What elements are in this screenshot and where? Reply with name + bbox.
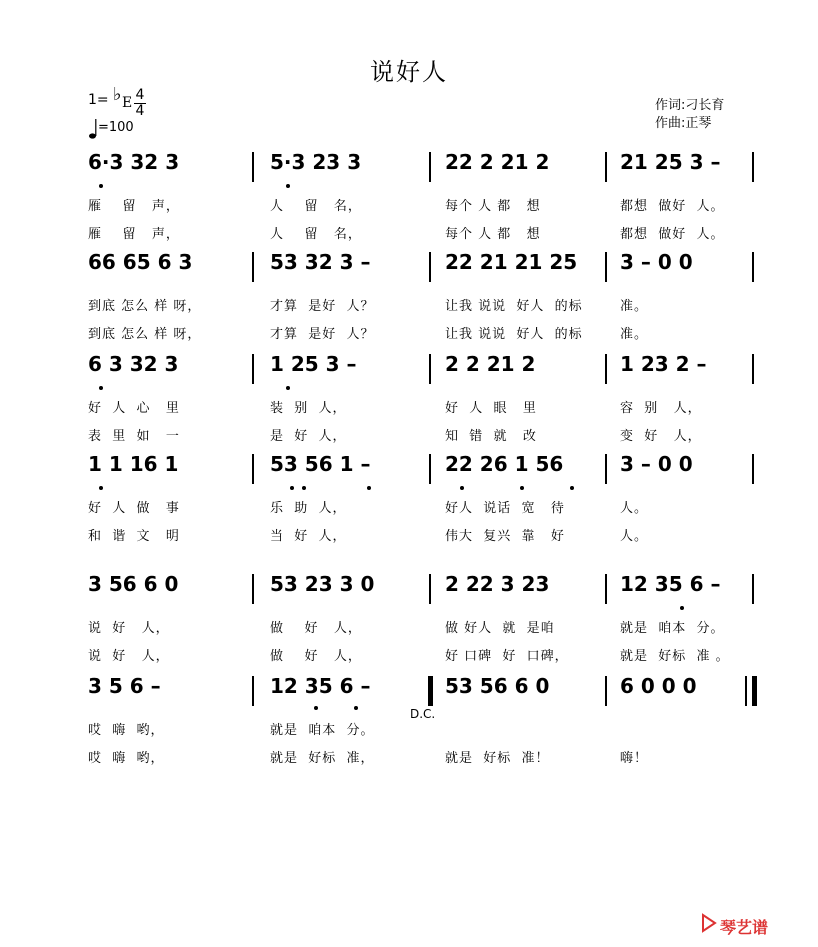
measure-notes: 5·3 23 3: [270, 150, 362, 174]
lyric-line: 伟大 复兴 靠 好: [445, 529, 565, 544]
lyricist: 作词:刁长育: [655, 98, 725, 113]
lyric-line: 做 好人 就 是咱: [445, 621, 555, 636]
barline: [429, 574, 431, 604]
lyric-line: 到底 怎么 样 呀，: [88, 299, 202, 314]
lyric-line: 每个 人 都 想: [445, 227, 541, 242]
time-bottom: 4: [135, 103, 145, 119]
octave-dot: [99, 386, 103, 390]
flat-icon: ♭: [113, 84, 122, 105]
barline: [752, 252, 754, 282]
lyric-line: 让我 说说 好人 的标: [445, 327, 583, 342]
lyric-line: 说 好 人，: [88, 621, 170, 636]
barline: [252, 252, 254, 282]
measure-notes: 22 2 21 2: [445, 150, 550, 174]
lyric-line: 好 人 眼 里: [445, 401, 537, 416]
key-letter: E: [122, 95, 133, 111]
octave-dot: [99, 486, 103, 490]
octave-dot: [286, 184, 290, 188]
lyric-line: 乐 助 人，: [270, 501, 347, 516]
lyric-line: 就是 好标 准！: [445, 751, 550, 766]
measure-notes: 3 5 6 –: [88, 674, 161, 698]
lyric-line: 雁 留 声，: [88, 227, 180, 242]
barline: [252, 676, 254, 706]
barline: [745, 676, 747, 706]
quarter-note-icon: [89, 118, 97, 140]
measure-notes: 53 56 6 0: [445, 674, 550, 698]
lyric-line: 做 好 人，: [270, 649, 362, 664]
barline: [605, 354, 607, 384]
measure-notes: 53 56 1 –: [270, 452, 371, 476]
lyric-line: 让我 说说 好人 的标: [445, 299, 583, 314]
repeat-barline: [428, 676, 433, 706]
measure-notes: 66 65 6 3: [88, 250, 193, 274]
octave-dot: [314, 706, 318, 710]
measure-notes: 2 22 3 23: [445, 572, 550, 596]
lyric-line: 都想 做好 人。: [620, 227, 725, 242]
measure-notes: 12 35 6 –: [270, 674, 371, 698]
lyric-line: 才算 是好 人？: [270, 299, 375, 314]
barline: [429, 152, 431, 182]
composer: 作曲:正琴: [655, 116, 712, 131]
time-top: 4: [135, 87, 145, 103]
octave-dot: [99, 184, 103, 188]
measure-notes: 22 21 21 25: [445, 250, 578, 274]
lyric-line: 哎 嗨 哟，: [88, 751, 165, 766]
lyric-line: 嗨！: [620, 751, 649, 766]
lyric-line: 都想 做好 人。: [620, 199, 725, 214]
lyric-line: 变 好 人，: [620, 429, 702, 444]
tempo-mark: =100: [98, 120, 134, 135]
barline: [752, 574, 754, 604]
measure-notes: 1 25 3 –: [270, 352, 357, 376]
octave-dot: [367, 486, 371, 490]
octave-dot: [290, 486, 294, 490]
octave-dot: [286, 386, 290, 390]
time-signature: [134, 88, 146, 119]
lyric-line: 和 谐 文 明: [88, 529, 180, 544]
measure-notes: 3 – 0 0: [620, 250, 693, 274]
barline: [752, 152, 754, 182]
lyric-line: 好 人 做 事: [88, 501, 180, 516]
logo-icon: [700, 913, 718, 933]
barline: [429, 354, 431, 384]
measure-notes: 53 23 3 0: [270, 572, 375, 596]
lyric-line: 雁 留 声，: [88, 199, 180, 214]
octave-dot: [460, 486, 464, 490]
octave-dot: [520, 486, 524, 490]
measure-notes: 1 23 2 –: [620, 352, 707, 376]
measure-notes: 53 32 3 –: [270, 250, 371, 274]
octave-dot: [570, 486, 574, 490]
lyric-line: 是 好 人，: [270, 429, 347, 444]
lyric-line: 表 里 如 一: [88, 429, 180, 444]
measure-notes: 3 56 6 0: [88, 572, 179, 596]
lyric-line: 准。: [620, 327, 649, 342]
barline: [605, 252, 607, 282]
lyric-line: 说 好 人，: [88, 649, 170, 664]
barline: [252, 354, 254, 384]
dc-mark: D.C.: [410, 707, 436, 721]
lyric-line: 好人 说话 宽 待: [445, 501, 565, 516]
lyric-line: 就是 咱本 分。: [270, 723, 375, 738]
key-prefix: 1=: [88, 92, 109, 108]
site-logo: 琴艺谱: [720, 918, 769, 937]
lyric-line: 就是 咱本 分。: [620, 621, 725, 636]
lyric-line: 人。: [620, 529, 649, 544]
lyric-line: 每个 人 都 想: [445, 199, 541, 214]
measure-notes: 6 3 32 3: [88, 352, 179, 376]
measure-notes: 22 26 1 56: [445, 452, 564, 476]
lyric-line: 到底 怎么 样 呀，: [88, 327, 202, 342]
barline: [252, 454, 254, 484]
lyric-line: 装 别 人，: [270, 401, 347, 416]
barline: [605, 454, 607, 484]
barline: [605, 574, 607, 604]
lyric-line: 人。: [620, 501, 649, 516]
barline: [752, 454, 754, 484]
song-title: 说好人: [370, 58, 448, 86]
barline: [429, 252, 431, 282]
lyric-line: 做 好 人，: [270, 621, 362, 636]
lyric-line: 哎 嗨 哟，: [88, 723, 165, 738]
lyric-line: 知 错 就 改: [445, 429, 537, 444]
lyric-line: 就是 好标 准，: [270, 751, 375, 766]
final-barline: [752, 676, 757, 706]
barline: [605, 676, 607, 706]
barline: [752, 354, 754, 384]
measure-notes: 21 25 3 –: [620, 150, 721, 174]
measure-notes: 6 0 0 0: [620, 674, 697, 698]
barline: [252, 152, 254, 182]
measure-notes: 1 1 16 1: [88, 452, 179, 476]
octave-dot: [680, 606, 684, 610]
lyric-line: 好 口碑 好 口碑，: [445, 649, 569, 664]
octave-dot: [302, 486, 306, 490]
lyric-line: 才算 是好 人？: [270, 327, 375, 342]
lyric-line: 当 好 人，: [270, 529, 347, 544]
lyric-line: 就是 好标 准 。: [620, 649, 730, 664]
octave-dot: [354, 706, 358, 710]
measure-notes: 2 2 21 2: [445, 352, 536, 376]
measure-notes: 3 – 0 0: [620, 452, 693, 476]
lyric-line: 人 留 名，: [270, 227, 362, 242]
barline: [429, 454, 431, 484]
lyric-line: 容 别 人，: [620, 401, 702, 416]
lyric-line: 准。: [620, 299, 649, 314]
measure-notes: 6·3 32 3: [88, 150, 180, 174]
lyric-line: 好 人 心 里: [88, 401, 180, 416]
measure-notes: 12 35 6 –: [620, 572, 721, 596]
barline: [252, 574, 254, 604]
lyric-line: 人 留 名，: [270, 199, 362, 214]
credits: [655, 97, 724, 133]
barline: [605, 152, 607, 182]
